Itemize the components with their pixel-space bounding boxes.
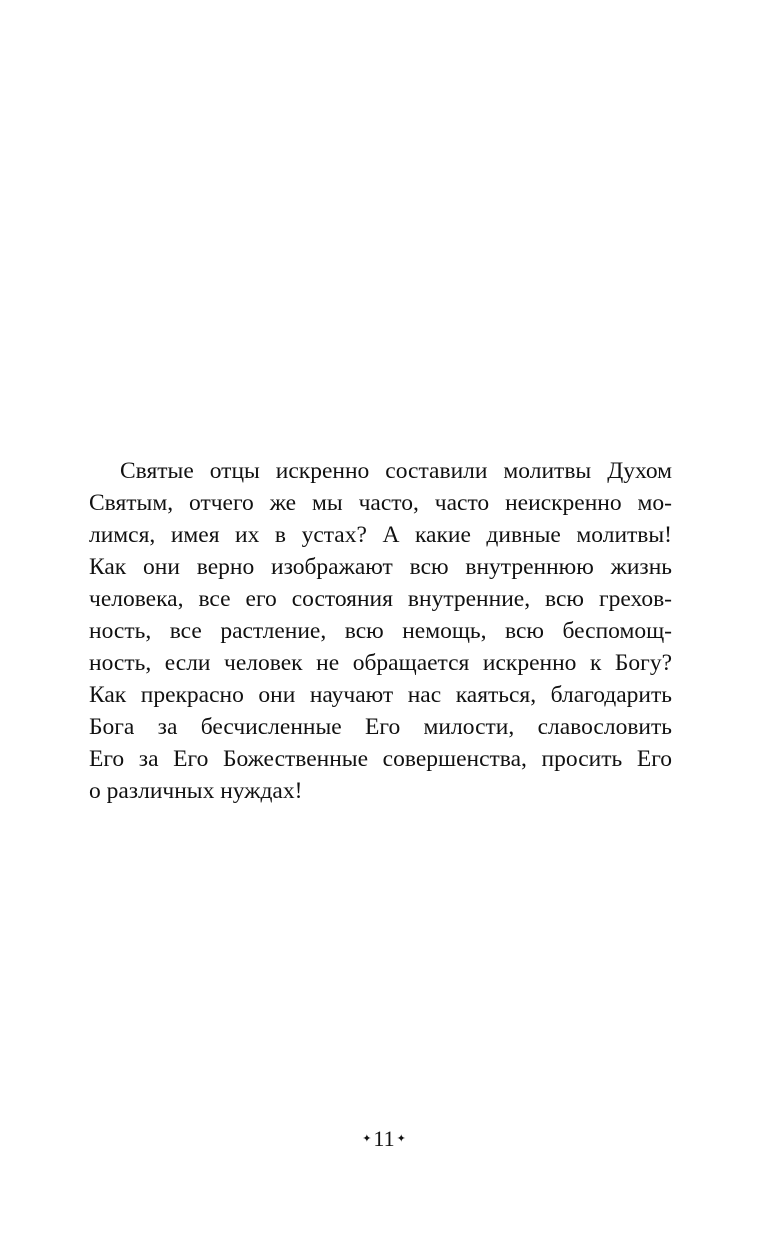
paragraph-line: человека, все его состояния внутренние, всю грехов- — [89, 586, 672, 612]
paragraph-line: ность, все растление, всю немощь, всю беспомощ- — [89, 618, 672, 644]
paragraph-line: лимся, имея их в устах? А какие дивные молитвы! — [89, 522, 672, 548]
paragraph-line: Как они верно изображают всю внутреннюю жизнь — [89, 554, 672, 580]
page-number-footer — [0, 1124, 768, 1154]
paragraph-line: Святые отцы искренно составили молитвы Духом — [120, 458, 672, 484]
paragraph-line: Его за Его Божественные совершенства, просить Его — [89, 746, 672, 772]
star-ornament-icon: ✦ — [396, 1133, 406, 1145]
page-number: 11 — [373, 1126, 395, 1151]
paragraph-line: Святым, отчего же мы часто, часто неискренно мо- — [89, 490, 672, 516]
paragraph-line: Как прекрасно они научают нас каяться, благодарить — [89, 682, 672, 708]
paragraph-line: о различных нуждах! — [89, 778, 303, 804]
star-ornament-icon: ✦ — [362, 1133, 372, 1145]
body-paragraph — [89, 455, 672, 807]
paragraph-line: ность, если человек не обращается искренно к Богу? — [89, 650, 672, 676]
paragraph-line: Бога за бесчисленные Его милости, славословить — [89, 714, 672, 740]
